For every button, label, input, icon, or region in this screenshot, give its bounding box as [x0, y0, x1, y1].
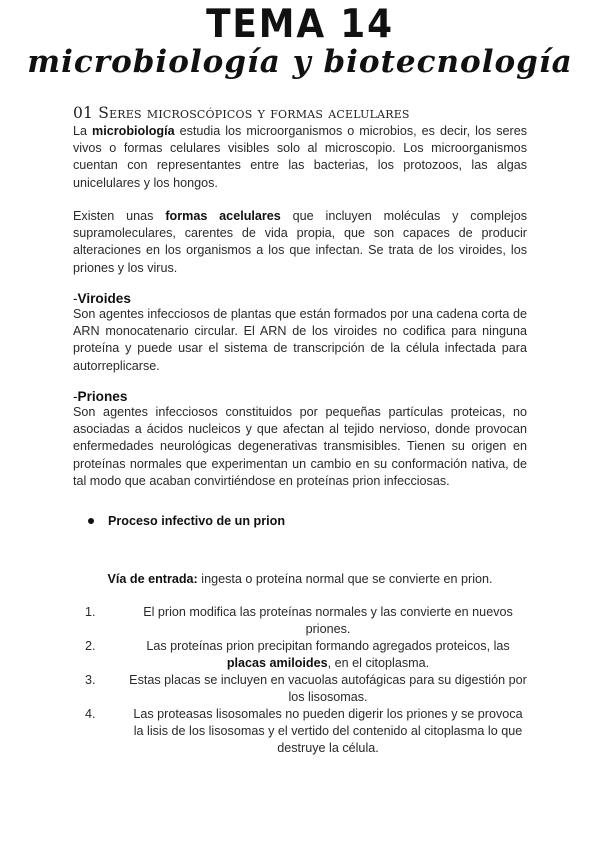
step-number: 4. — [85, 707, 96, 721]
via-text: ingesta o proteína normal que se convierte en prion. — [197, 572, 493, 586]
via-label: Vía de entrada: — [107, 572, 198, 586]
step-number: 1. — [85, 605, 96, 619]
viroides-heading — [73, 291, 131, 306]
viroides-paragraph: Son agentes infecciosos de plantas que están formados por una cadena corta de ARN monocatenario circular. El ARN de los viroides no codifica para ninguna proteína y puede usar el sistema de transcripción de la célula infectada para autorreplicarse. — [73, 307, 527, 373]
intro-paragraph-1 — [73, 123, 527, 192]
intro-p1-text: La — [73, 124, 93, 138]
page-subtitle: microbiología y biotecnología — [27, 44, 573, 80]
viroides-dash: - — [73, 291, 78, 306]
priones-paragraph: Son agentes infecciosos constituidos por pequeñas partículas proteicas, no asociadas a ácidos nucleicos y que afectan al tejido nervioso, donde provocan enfermedades neurológicas degenerativas transmisibles. Tienen su origen en proteínas normales que experimentan un cambio en su conformación nativa, de tal modo que acaban convirtiéndose en proteínas prion infecciosas. — [73, 405, 527, 488]
list-item — [73, 604, 527, 638]
priones-heading — [73, 389, 127, 404]
list-item — [73, 706, 527, 757]
intro-paragraph-2 — [73, 208, 527, 277]
step-text: Las proteasas lisosomales no pueden digerir los priones y se provoca la lisis de los lisosomas y el vertido del contenido al citoplasma lo que destruye la célula. — [133, 707, 523, 755]
step-text-rest: , en el citoplasma. — [327, 656, 430, 670]
bullet-text: Proceso infectivo de un prion — [108, 514, 286, 528]
section-title: 01 Seres microscópicos y formas acelulares — [73, 104, 410, 122]
intro-p2-text: Existen unas — [73, 209, 166, 223]
priones-heading-text: Priones — [77, 389, 128, 404]
page-title: TEMA 14 — [206, 2, 394, 47]
term-microbiologia: microbiología — [92, 124, 175, 138]
step-text: Las proteínas prion precipitan formando agregados proteicos, las — [146, 639, 510, 653]
via-entrada — [73, 572, 527, 586]
list-item — [73, 638, 527, 672]
bullet-dot-icon — [88, 518, 94, 524]
intro-p2-text-rest: que incluyen moléculas y complejos supramoleculares, carentes de vida propia, que son capaces de producir alteraciones en los organismos a los que infectan. Se trata de los viroides, los priones y los virus. — [73, 209, 527, 275]
step-text: El prion modifica las proteínas normales y las convierte en nuevos priones. — [143, 605, 513, 636]
step-number: 2. — [85, 639, 96, 653]
term-formas-acelulares: formas acelulares — [165, 209, 281, 223]
priones-dash: - — [73, 389, 78, 404]
term-placas-amiloides: placas amiloides — [226, 656, 328, 670]
intro-p1-text-rest: estudia los microorganismos o microbios, es decir, los seres vivos o formas celulares visibles solo al microscopio. Los microorganismos cuentan con representantes entre las bacterias, los protozoos, las algas unicelulares y los hongos. — [73, 124, 528, 190]
viroides-heading-text: Viroides — [77, 291, 131, 306]
step-number: 3. — [85, 673, 96, 687]
list-item — [73, 672, 527, 706]
steps-list — [73, 604, 527, 757]
step-text: Estas placas se incluyen en vacuolas autofágicas para su digestión por los lisosomas. — [129, 673, 527, 704]
bullet-item — [88, 514, 285, 528]
